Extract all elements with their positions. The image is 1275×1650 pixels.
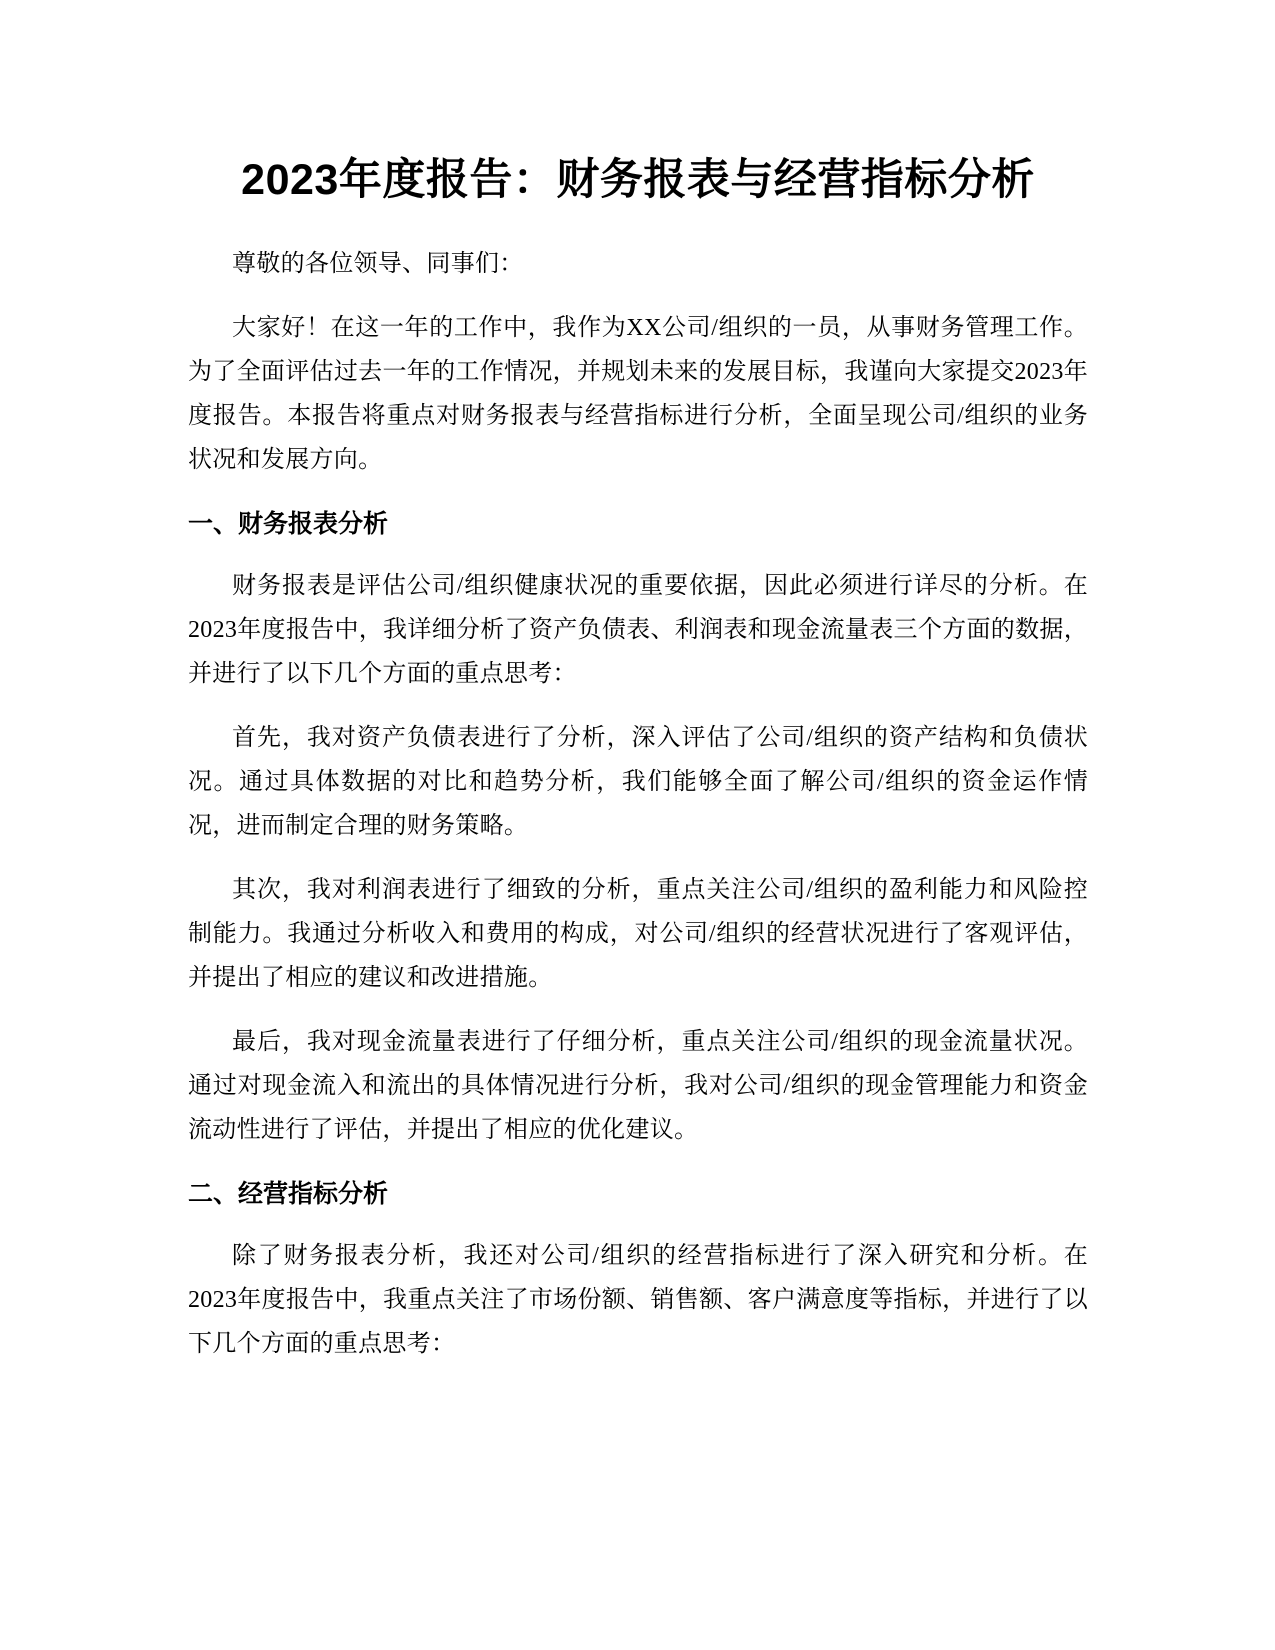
greeting-paragraph: 尊敬的各位领导、同事们： (232, 251, 524, 277)
section-financial-statements (188, 502, 1088, 1152)
document-title: 2023年度报告：财务报表与经营指标分析 (241, 156, 1035, 204)
body-paragraph: 财务报表是评估公司/组织健康状况的重要依据，因此必须进行详尽的分析。在2023年度报告中，我详细分析了资产负债表、利润表和现金流量表三个方面的数据，并进行了以下几个方面的重点思考： (188, 573, 1088, 687)
body-paragraph: 其次，我对利润表进行了细致的分析，重点关注公司/组织的盈利能力和风险控制能力。我通过分析收入和费用的构成，对公司/组织的经营状况进行了客观评估，并提出了相应的建议和改进措施。 (188, 877, 1088, 991)
body-paragraph: 除了财务报表分析，我还对公司/组织的经营指标进行了深入研究和分析。在2023年度报告中，我重点关注了市场份额、销售额、客户满意度等指标，并进行了以下几个方面的重点思考： (188, 1243, 1088, 1357)
section-heading: 一、财务报表分析 (188, 510, 389, 538)
section-heading: 二、经营指标分析 (188, 1180, 389, 1208)
section-operating-indicators (188, 1172, 1088, 1366)
intro-paragraph: 大家好！在这一年的工作中，我作为XX公司/组织的一员，从事财务管理工作。为了全面评估过去一年的工作情况，并规划未来的发展目标，我谨向大家提交2023年度报告。本报告将重点对财务报表与经营指标进行分析，全面呈现公司/组织的业务状况和发展方向。 (188, 315, 1088, 473)
body-paragraph: 首先，我对资产负债表进行了分析，深入评估了公司/组织的资产结构和负债状况。通过具体数据的对比和趋势分析，我们能够全面了解公司/组织的资金运作情况，进而制定合理的财务策略。 (188, 725, 1088, 839)
document-body (188, 150, 1088, 1386)
body-paragraph: 最后，我对现金流量表进行了仔细分析，重点关注公司/组织的现金流量状况。通过对现金流入和流出的具体情况进行分析，我对公司/组织的现金管理能力和资金流动性进行了评估，并提出了相应的优化建议。 (188, 1029, 1088, 1143)
